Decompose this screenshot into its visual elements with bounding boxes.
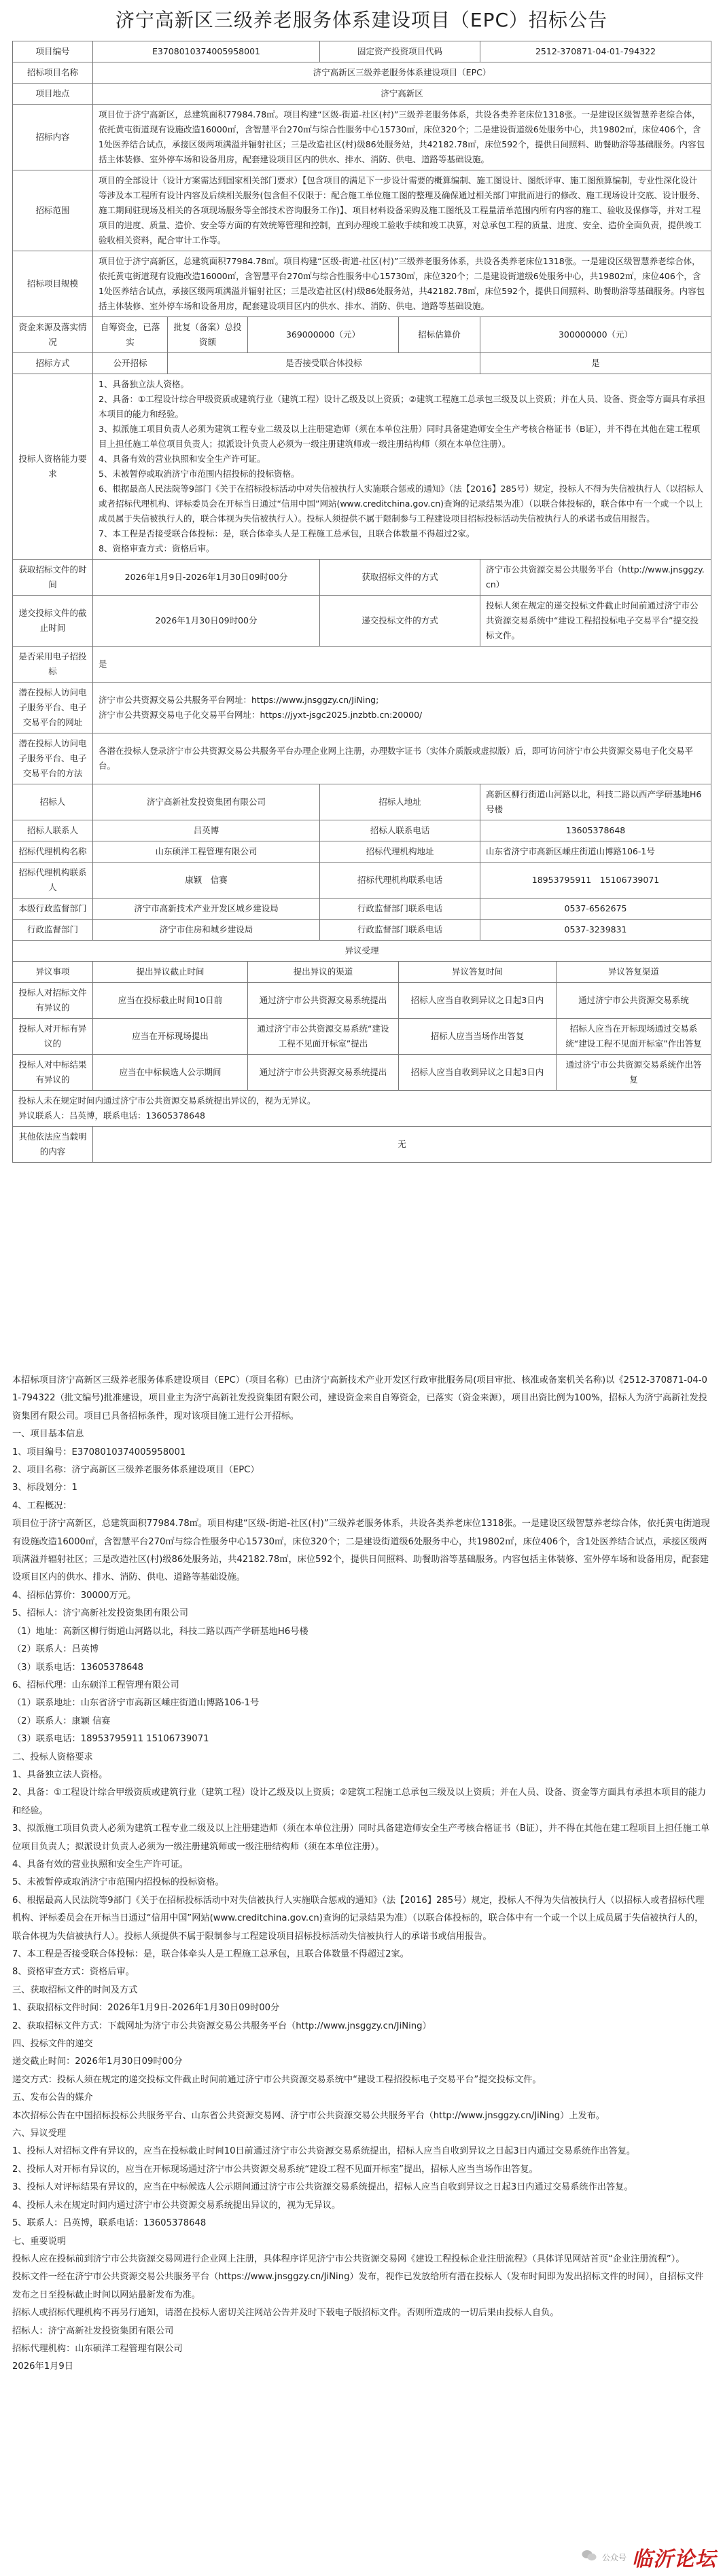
row-fund [13,317,711,353]
admin-phone-label: 行政监督部门联系电话 [320,920,480,941]
industry-dept: 济宁市高新技术产业开发区城乡建设局 [93,899,320,920]
row-scale [13,251,711,317]
agent-contact-label: 招标代理机构联系人 [13,863,93,899]
wechat-icon [582,2550,597,2564]
objection-channel: 通过济宁市公共资源交易系统“建设工程不见面开标室”提出 [248,1019,399,1055]
row-content [13,105,711,170]
row-admin-dept [13,920,711,941]
location-label: 项目地点 [13,84,93,105]
row-method [13,353,711,374]
agent: 山东硕洋工程管理有限公司 [93,841,320,863]
fund-label: 资金来源及落实情况 [13,317,93,353]
row-industry-dept [13,899,711,920]
objection-row [13,1055,711,1091]
deadline-label: 递交投标文件的截止时间 [13,596,93,647]
objection-reply-channel: 通过济宁市公共资源交易系统作出答复 [557,1055,711,1091]
objection-channel: 通过济宁市公共资源交易系统提出 [248,983,399,1019]
agent-addr: 山东省济宁市高新区嵊庄街道山博路106-1号 [480,841,711,863]
scale: 项目位于济宁高新区，总建筑面积77984.78㎡。项目构建“区级-街道-社区(村)”三级养老服务体系，共设各类养老床位1318张。一是建设区级智慧养老综合体，依托黄屯街道现有设施改造16000㎡，含智慧平台270㎡与综合性服务中心15730㎡，床位320个；二是建设街道级6处服务中心，共19802㎡，床位406个，含1处医养结合试点，承接区级两项满溢并辐射社区；三是改造社区(村)级86处服务站，共42182.78㎡，床位592个，提供日间照料、助餐助浴等基础服务。内容包括主体装修、室外停车场和设备用房，配套建设项目区内的供水、排水、消防、供电、道路等基础设施。 [93,251,711,317]
method-label: 招标方式 [13,353,93,374]
row-qual [13,374,711,560]
agent-phone: 18953795911 15106739071 [480,863,711,899]
platform: 济宁市公共资源交易公共服务平台网址：https://www.jnsggzy.cn/JiNing; 济宁市公共资源交易电子化交易平台网址：https://jyxt-jsgc2025.jnzbtb.cn:20000/ [93,683,711,733]
notice-body: 本招标项目济宁高新区三级养老服务体系建设项目（EPC）（项目名称）已由济宁高新技术产业开发区行政审批服务局(项目审批、核准或备案机关名称)以《2512-370871-04-01-794322（批文编号)批准建设，项目业主为济宁高新社发投资集团有限公司，建设资金来自自筹资金，已落实（资金来源），项目出资比例为100%，招标人为济宁高新社发投资集团有限公司。项目已具备招标条件，现对该项目施工进行公开招标。 一、项目基本信息 1、项目编号：E3708010374005958001 2、项目名称：济宁高新区三级养老服务体系建设项目（EPC） 3、标段划分：1 4、工程概况： 项目位于济宁高新区，总建筑面积77984.78㎡。项目构建“区级-街道-社区(村)”三级养老服务体系，共设各类养老床位1318张。一是建设区级智慧养老综合体，依托黄屯街道现有设施改造16000㎡，含智慧平台270㎡与综合性服务中心15730㎡，床位320个；二是建设街道级6处服务中心，共19802㎡，床位406个，含1处医养结合试点，承接区级两项满溢并辐射社区；三是改造社区(村)级86处服务站，共42182.78㎡，床位592个，提供日间照料、助餐助浴等基础服务。内容包括主体装修、室外停车场和设备用房，配套建设项目区内的供水、排水、消防、供电、道路等基础设施。 4、招标估算价：30000万元。 5、招标人：济宁高新社发投资集团有限公司 （1）地址：高新区柳行街道山河路以北，科技二路以西产学研基地H6号楼 （2）联系人：吕英博 （3）联系电话：13605378648 6、招标代理：山东硕洋工程管理有限公司 （1）联系地址：山东省济宁市高新区嵊庄街道山博路106-1号 （2）联系人：康颖 信赛 （3）联系电话：18953795911 15106739071 二、投标人资格要求 1、具备独立法人资格。 2、具备：①工程设计综合甲级资质或建筑行业（建筑工程）设计乙级及以上资质；②建筑工程施工总承包三级及以上资质；并在人员、设备、资金等方面具有承担本项目的能力和经验。 3、拟派施工项目负责人必须为建筑工程专业二级及以上注册建造师（须在本单位注册）同时具备建造师安全生产考核合格证书（B证），并不得在其他在建工程项目上担任施工单位项目负责人；拟派设计负责人必须为一级注册建筑师或一级注册结构师（须在本单位注册）。 4、具备有效的营业执照和安全生产许可证。 5、未被暂停或取消济宁市范围内招投标的投标资格。 6、根据最高人民法院等9部门《关于在招标投标活动中对失信被执行人实施联合惩戒的通知》（法【2016】285号）规定，投标人不得为失信被执行人（以招标人或者招标代理机构、评标委员会在开标当日通过“信用中国”网站(www.creditchina.gov.cn)查询的记录结果为准）（以联合体投标的，联合体中有一个或一个以上成员属于失信被执行人的，联合体视为失信被执行人）。投标人须提供不属于限制参与工程建设项目招标投标活动失信被执行人的承诺书或信用报告。 7、本工程是否接受联合体投标：是，联合体牵头人是工程施工总承包，且联合体数量不得超过2家。 8、资格审查方式：资格后审。 三、获取招标文件的时间及方式 1、获取招标文件时间：2026年1月9日-2026年1月30日09时00分 2、获取招标文件方式：下载网址为济宁市公共资源交易公共服务平台（http://www.jnsggzy.cn/JiNing） 四、投标文件的递交 递交截止时间：2026年1月30日09时00分 递交方式：投标人须在规定的递交投标文件截止时间前通过济宁市公共资源交易系统中“建设工程招投标电子交易平台”提交投标文件。 五、发布公告的媒介 本次招标公告在中国招标投标公共服务平台、山东省公共资源交易网、济宁市公共资源交易公共服务平台（http://www.jnsggzy.cn/JiNing）上发布。 六、异议受理 1、投标人对招标文件有异议的，应当在投标截止时间10日前通过济宁市公共资源交易系统提出，招标人应当自收到异议之日起3日内通过交易系统作出答复。 2、投标人对开标有异议的，应当在开标现场通过济宁市公共资源交易系统“建设工程不见面开标室”提出，招标人应当当场作出答复。 3、投标人对评标结果有异议的，应当在中标候选人公示期间通过济宁市公共资源交易系统提出，招标人应当自收到异议之日起3日内通过交易系统作出答复。 4、投标人未在规定时间内通过济宁市公共资源交易系统提出异议的，视为无异议。 5、联系人：吕英博，联系电话：13605378648 七、重要说明 投标人应在投标前到济宁市公共资源交易网进行企业网上注册，具体程序详见济宁市公共资源交易网《建设工程投标企业注册流程》（具体详见网站首页“企业注册流程”）。 投标文件一经在济宁市公共资源交易公共服务平台（https://www.jnsggzy.cn/JiNing）发布，视作已发放给所有潜在投标人（发布时间即为发出招标文件的时间），自招标文件发布之日至投标截止时间以网站最新发布为准。 招标人或招标代理机构不再另行通知，请潜在投标人密切关注网站公告并及时下载电子版招标文件。否则所造成的一切后果由投标人自负。 招标人：济宁高新社发投资集团有限公司 招标代理机构：山东硕洋工程管理有限公司 2026年1月9日 [12,1375,710,2372]
agent-phone-label: 招标代理机构联系电话 [320,863,480,899]
objection-head-reply-channel: 异议答复渠道 [557,962,711,983]
objection-matter: 投标人对招标文件有异议的 [13,983,93,1019]
row-deadline [13,596,711,647]
objection-head-deadline: 提出异议截止时间 [93,962,248,983]
objection-reply: 招标人应当自收到异议之日起3日内 [399,1055,557,1091]
project-code: E3708010374005958001 [93,41,320,62]
get-way: 济宁市公共资源交易公共服务平台（http://www.jnsggzy.cn） [480,560,711,596]
row-objection-title [13,941,711,962]
estimate-label: 招标估算价 [399,317,480,353]
row-objection-head [13,962,711,983]
other: 无 [93,1127,711,1163]
content-label: 招标内容 [13,105,93,170]
e-bid: 是 [93,647,711,683]
objection-deadline: 应当在投标截止时间10日前 [93,983,248,1019]
row-other [13,1127,711,1163]
objection-note: 投标人未在规定时间内通过济宁市公共资源交易系统提出异议的，视为无异议。 异议联系人：吕英博，联系电话：13605378648 [13,1091,711,1127]
row-register [13,733,711,784]
tenderee-contact: 吕英博 [93,820,320,841]
industry-phone: 0537-6562675 [480,899,711,920]
row-agent [13,841,711,863]
method: 公开招标 [93,353,168,374]
objection-channel: 通过济宁市公共资源交易系统提出 [248,1055,399,1091]
submit-way: 投标人须在规定的递交投标文件截止时间前通过济宁市公共资源交易系统中“建设工程招投标电子交易平台”提交投标文件。 [480,596,711,647]
row-get-time [13,560,711,596]
objection-reply-channel: 通过济宁市公共资源交易系统 [557,983,711,1019]
agent-addr-label: 招标代理机构地址 [320,841,480,863]
admin-dept-label: 行政监督部门 [13,920,93,941]
objection-reply: 招标人应当自收到异议之日起3日内 [399,983,557,1019]
fixed-code: 2512-370871-04-01-794322 [480,41,711,62]
objection-head-channel: 提出异议的渠道 [248,962,399,983]
approved: 369000000（元） [248,317,399,353]
deadline: 2026年1月30日09时00分 [93,596,320,647]
estimate: 300000000（元） [480,317,711,353]
row-scope [13,170,711,251]
row-location [13,84,711,105]
objection-deadline: 应当在中标候选人公示期间 [93,1055,248,1091]
objection-row [13,1019,711,1055]
page-title: 济宁高新区三级养老服务体系建设项目（EPC）招标公告 [115,9,608,31]
get-way-label: 获取招标文件的方式 [320,560,480,596]
submit-way-label: 递交投标文件的方式 [320,596,480,647]
objection-row [13,983,711,1019]
objection-matter: 投标人对中标结果有异议的 [13,1055,93,1091]
objection-reply: 招标人应当当场作出答复 [399,1019,557,1055]
scope-label: 招标范围 [13,170,93,251]
other-label: 其他依法应当载明的内容 [13,1127,93,1163]
objection-deadline: 应当在开标现场提出 [93,1019,248,1055]
objection-head-reply: 异议答复时间 [399,962,557,983]
content: 项目位于济宁高新区，总建筑面积77984.78㎡。项目构建“区级-街道-社区(村)”三级养老服务体系，共设各类养老床位1318张。一是建设区级智慧养老综合体，依托黄屯街道现有设施改造16000㎡，含智慧平台270㎡与综合性服务中心15730㎡，床位320个；二是建设街道级6处服务中心，共19802㎡，床位406个，含1处医养结合试点，承接区级两项满溢并辐射社区；三是改造社区(村)级86处服务站，共42182.78㎡，床位592个，提供日间照料、助餐助浴等基础服务。内容包括主体装修、室外停车场和设备用房，配套建设项目区内的供水、排水、消防、供电、道路等基础设施。 [93,105,711,170]
prequal: 是 [480,353,711,374]
scale-label: 招标项目规模 [13,251,93,317]
project-name-label: 招标项目名称 [13,62,93,84]
tenderee-contact-label: 招标人联系人 [13,820,93,841]
scope: 项目的全部设计（设计方案需达到国家相关部门要求）【包含项目的满足下一步设计需要的概算编制、施工图设计、图纸评审、施工图预算编制，专业性深化设计等涉及本工程所有设计内容及后续相关服务(包含但不仅限于：配合施工单位施工图的整理及确保通过相关部门审批而进行的修改、施工现场设计交底、设计服务、施工期间驻现场及相关的各项现场服务等全部技术咨询服务工作)】、项目材料设备采购及施工图纸及工程量清单范围内所有内容的施工、验收及保修等，并对工程项目的进度、质量、造价、安全等方面的有效统筹管理和控制，直到办理竣工验收手续和竣工决算，对总承包工程的质量、进度、安全、造价全面负责，提供竣工验收相关资料，配合审计工作等。 [93,170,711,251]
row-platform [13,683,711,733]
qual-label: 投标人资格能力要求 [13,374,93,560]
platform-label: 潜在投标人访问电子服务平台、电子交易平台的网址 [13,683,93,733]
project-code-label: 项目编号 [13,41,93,62]
prequal-label: 是否接受联合体投标 [168,353,480,374]
project-name: 济宁高新区三级养老服务体系建设项目（EPC） [93,62,711,84]
row-agent-contact [13,863,711,899]
register-label: 潜在投标人访问电子服务平台、电子交易平台的方法 [13,733,93,784]
get-time-label: 获取招标文件的时间 [13,560,93,596]
approved-label: 批复（备案）总投资额 [168,317,248,353]
row-project-code [13,41,711,62]
watermark-wechat: 公众号 [601,2552,627,2562]
objection-head-matter: 异议事项 [13,962,93,983]
objection-matter: 投标人对开标有异议的 [13,1019,93,1055]
row-objection-note [13,1091,711,1127]
tenderee-phone-label: 招标人联系电话 [320,820,480,841]
industry-dept-label: 本级行政监督部门 [13,899,93,920]
watermark [582,2543,716,2571]
admin-dept: 济宁市住房和城乡建设局 [93,920,320,941]
get-time: 2026年1月9日-2026年1月30日09时00分 [93,560,320,596]
location: 济宁高新区 [93,84,711,105]
tenderee-addr: 高新区柳行街道山河路以北，科技二路以西产学研基地H6号楼 [480,784,711,820]
agent-label: 招标代理机构名称 [13,841,93,863]
row-tenderee-contact [13,820,711,841]
notice-info-table [12,41,711,1163]
industry-phone-label: 行政监督部门联系电话 [320,899,480,920]
tenderee-label: 招标人 [13,784,93,820]
tenderee: 济宁高新社发投资集团有限公司 [93,784,320,820]
objection-reply-channel: 招标人应当在开标现场通过交易系统“建设工程不见面开标室”作出答复 [557,1019,711,1055]
row-project-name [13,62,711,84]
row-tenderee [13,784,711,820]
qual: 1、具备独立法人资格。 2、具备：①工程设计综合甲级资质或建筑行业（建筑工程）设计乙级及以上资质；②建筑工程施工总承包三级及以上资质；并在人员、设备、资金等方面具有承担本项目的能力和经验。 3、拟派施工项目负责人必须为建筑工程专业二级及以上注册建造师（须在本单位注册）同时具备建造师安全生产考核合格证书（B证），并不得在其他在建工程项目上担任施工单位项目负责人；拟派设计负责人必须为一级注册建筑师或一级注册结构师（须在本单位注册）。 4、具备有效的营业执照和安全生产许可证。 5、未被暂停或取消济宁市范围内招投标的投标资格。 6、根据最高人民法院等9部门《关于在招标投标活动中对失信被执行人实施联合惩戒的通知》（法【2016】285号）规定，投标人不得为失信被执行人（以招标人或者招标代理机构、评标委员会在开标当日通过“信用中国”网站(www.creditchina.gov.cn)查询的记录结果为准）（以联合体投标的，联合体中有一个或一个以上成员属于失信被执行人的，联合体视为失信被执行人）。投标人须提供不属于限制参与工程建设项目招标投标活动失信被执行人的承诺书或信用报告。 7、本工程是否接受联合体投标：是，联合体牵头人是工程施工总承包，且联合体数量不得超过2家。 8、资格审查方式：资格后审。 [93,374,711,560]
agent-contact: 康颖 信赛 [93,863,320,899]
admin-phone: 0537-3239831 [480,920,711,941]
tenderee-addr-label: 招标人地址 [320,784,480,820]
fixed-code-label: 固定资产投资项目代码 [320,41,480,62]
register: 各潜在投标人登录济宁市公共资源交易公共服务平台办理企业网上注册，办理数字证书（实体介质版或虚拟版）后，即可访问济宁市公共资源交易电子化交易平台。 [93,733,711,784]
watermark-brand: 临沂论坛 [632,2547,716,2571]
row-e-bid [13,647,711,683]
objection-title: 异议受理 [13,941,711,962]
fund: 自筹资金，已落实 [93,317,168,353]
tenderee-phone: 13605378648 [480,820,711,841]
e-bid-label: 是否采用电子招投标 [13,647,93,683]
